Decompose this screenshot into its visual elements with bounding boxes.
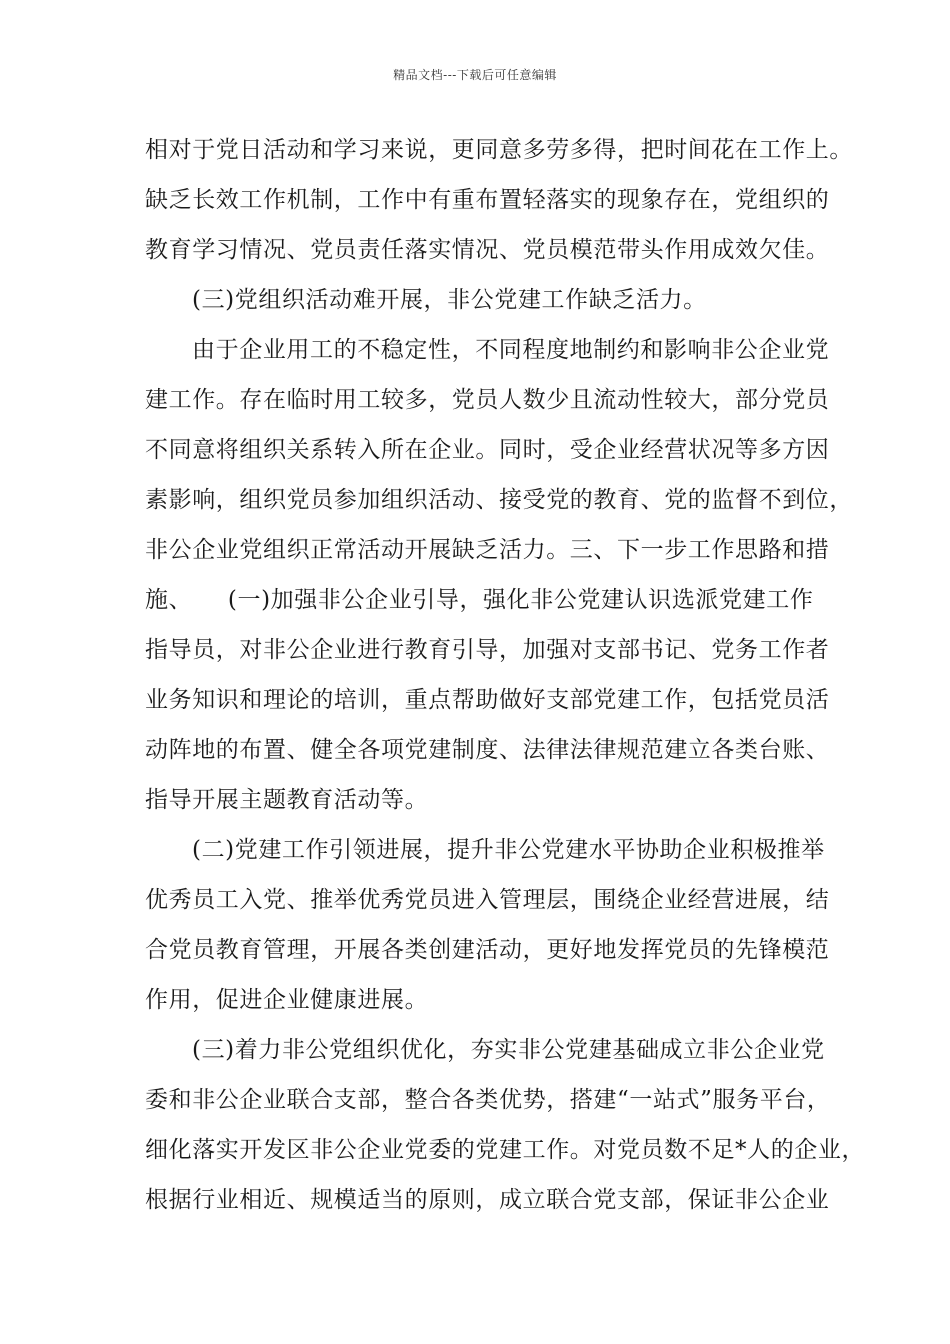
paragraph-line: 作用，促进企业健康进展。 [145, 987, 429, 1013]
paragraph-line: 相对于党日活动和学习来说，更同意多劳多得，把时间花在工作上。 [145, 137, 853, 163]
paragraph-line: 优秀员工入党、推举优秀党员进入管理层，围绕企业经营进展，结 [145, 887, 830, 913]
paragraph-line: 合党员教育管理，开展各类创建活动，更好地发挥党员的先锋模范 [145, 937, 830, 963]
paragraph-line: 素影响，组织党员参加组织活动、接受党的教育、党的监督不到位， [145, 487, 853, 513]
paragraph-line: 缺乏长效工作机制，工作中有重布置轻落实的现象存在，党组织的 [145, 187, 830, 213]
paragraph-line: 指导员，对非公企业进行教育引导，加强对支部书记、党务工作者 [145, 637, 830, 663]
section-heading: (三)党组织活动难开展，非公党建工作缺乏活力。 [192, 287, 707, 313]
paragraph-line: 根据行业相近、规模适当的原则，成立联合党支部，保证非公企业 [145, 1187, 830, 1213]
paragraph-line: 指导开展主题教育活动等。 [145, 787, 429, 813]
paragraph-line: 不同意将组织关系转入所在企业。同时，受企业经营状况等多方因 [145, 437, 830, 463]
page-header: 精品文档---下载后可任意编辑 [393, 68, 557, 82]
paragraph-line: (三)着力非公党组织优化，夯实非公党建基础成立非公企业党 [192, 1037, 825, 1063]
paragraph-line: 由于企业用工的不稳定性，不同程度地制约和影响非公企业党 [192, 337, 830, 363]
paragraph-line: 教育学习情况、党员责任落实情况、党员模范带头作用成效欠佳。 [145, 237, 830, 263]
paragraph-line: 施、 (一)加强非公企业引导，强化非公党建认识选派党建工作 [145, 587, 814, 613]
paragraph-line: 动阵地的布置、健全各项党建制度、法律法律规范建立各类台账、 [145, 737, 830, 763]
paragraph-line: 细化落实开发区非公企业党委的党建工作。对党员数不足*人的企业， [145, 1137, 866, 1163]
paragraph-line: 委和非公企业联合支部，整合各类优势，搭建“一站式”服务平台， [145, 1087, 831, 1113]
paragraph-line: 业务知识和理论的培训，重点帮助做好支部党建工作，包括党员活 [145, 687, 830, 713]
paragraph-line: 非公企业党组织正常活动开展缺乏活力。三、下一步工作思路和措 [145, 537, 830, 563]
paragraph-line: 建工作。存在临时用工较多，党员人数少且流动性较大，部分党员 [145, 387, 830, 413]
paragraph-line: (二)党建工作引领进展，提升非公党建水平协助企业积极推举 [192, 837, 825, 863]
